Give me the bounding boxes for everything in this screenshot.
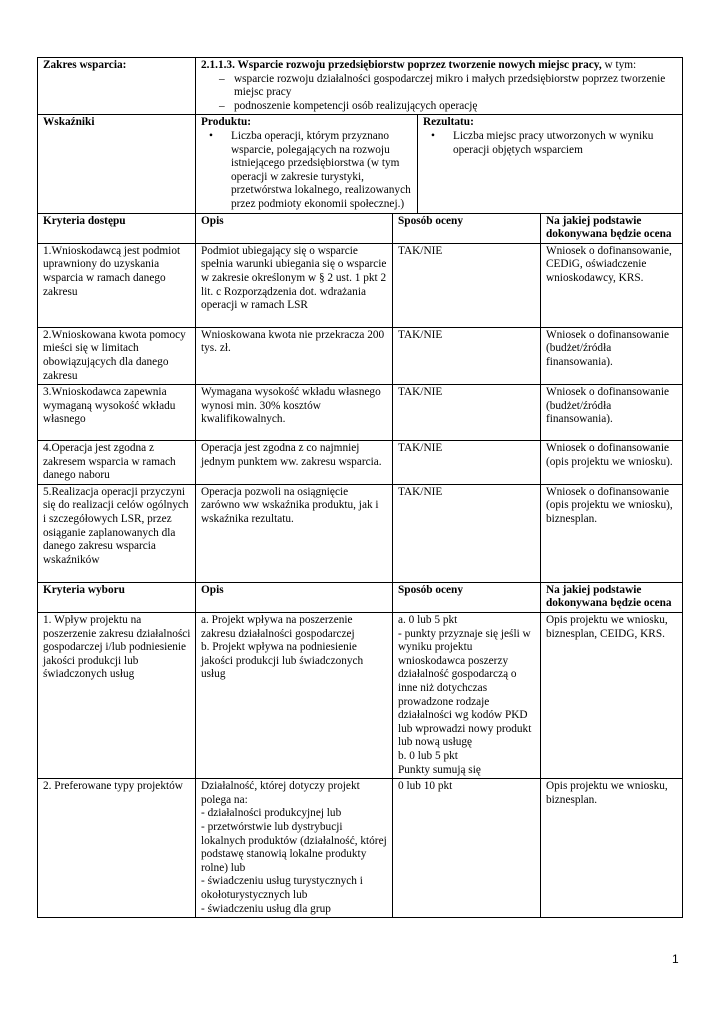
table-row: [38, 613, 683, 779]
kryterium-cell: 1. Wpływ projektu na poszerzenie zakresu działalności gospodarczej i/lub podniesienie jakości produkcji lub świadczonych usług: [38, 613, 196, 779]
sposob-cell: TAK/NIE: [393, 243, 541, 327]
header-cell: Sposób oceny: [393, 582, 541, 612]
header-cell: Na jakiej podstawie dokonywana będzie ocena: [541, 213, 683, 243]
row-zakres-wsparcia: [38, 58, 683, 115]
sposob-cell: TAK/NIE: [393, 385, 541, 441]
table-row: [38, 484, 683, 582]
opis-cell: Operacja pozwoli na osiągnięcie zarówno ww wskaźnika produktu, jak i wskaźnika rezultatu.: [196, 484, 393, 582]
page-number: 1: [672, 952, 679, 966]
header-cell: Kryteria wyboru: [38, 582, 196, 612]
dostepu-header-row: [38, 213, 683, 243]
zakres-title-tail: w tym:: [601, 59, 637, 71]
podstawa-cell: Wniosek o dofinansowanie (budżet/źródła finansowania).: [541, 385, 683, 441]
opis-cell: Wymagana wysokość wkładu własnego wynosi min. 30% kosztów kwalifikowalnych.: [196, 385, 393, 441]
kryterium-cell: 2.Wnioskowana kwota pomocy mieści się w limitach obowiązujących dla danego zakresu: [38, 327, 196, 384]
zakres-label: Zakres wsparcia:: [38, 58, 196, 115]
wskaznik-produktu: [196, 115, 418, 212]
criteria-table: [37, 57, 683, 918]
opis-cell: a. Projekt wpływa na poszerzenie zakresu działalności gospodarczej b. Projekt wpływa na podniesienie jakości produkcji lub świadczonych usług: [196, 613, 393, 779]
podstawa-cell: Opis projektu we wniosku, biznesplan.: [541, 779, 683, 918]
zakres-content: [196, 58, 683, 115]
table-row: [38, 441, 683, 485]
rezultat-heading: Rezultatu:: [423, 116, 474, 129]
opis-cell: Wnioskowana kwota nie przekracza 200 tys. zł.: [196, 327, 393, 384]
opis-cell: Podmiot ubiegający się o wsparcie spełnia warunki ubiegania się o wsparcie w zakresie określonym w § 2 ust. 1 pkt 2 lit. c Rozporządzenia dot. wdrażania operacji w ramach LSR: [196, 243, 393, 327]
produkt-heading: Produktu:: [201, 116, 252, 129]
sposob-cell: TAK/NIE: [393, 327, 541, 384]
podstawa-cell: Wniosek o dofinansowanie (opis projektu we wniosku).: [541, 441, 683, 485]
wskazniki-content: [196, 115, 683, 213]
table-row: [38, 243, 683, 327]
wyboru-header-row: [38, 582, 683, 612]
zakres-list: [201, 73, 679, 114]
sposob-cell: TAK/NIE: [393, 441, 541, 485]
kryterium-cell: 5.Realizacja operacji przyczyni się do realizacji celów ogólnych i szczegółowych LSR, przez osiąganie zaplanowanych dla danego zakresu wsparcia wskaźników: [38, 484, 196, 582]
zakres-item: – wsparcie rozwoju działalności gospodarczej mikro i małych przedsiębiorstw poprzez tworzenie miejsc pracy: [201, 73, 679, 100]
zakres-title: 2.1.1.3. Wsparcie rozwoju przedsiębiorstw poprzez tworzenie nowych miejsc pracy,: [201, 59, 602, 71]
rezultat-item: • Liczba miejsc pracy utworzonych w wyniku operacji objętych wsparciem: [423, 130, 679, 157]
opis-cell: Operacja jest zgodna z co najmniej jednym punktem ww. zakresu wsparcia.: [196, 441, 393, 485]
table-row: [38, 779, 683, 918]
sposob-cell: a. 0 lub 5 pkt - punkty przyznaje się jeśli w wyniku projektu wnioskodawca poszerzy działalność gospodarczą o inne niż dotychczas prowadzone rodzaje działalności wg kodów PKD lub wprowadzi nowy produkt lub nową usługę b. 0 lub 5 pkt Punkty sumują się: [393, 613, 541, 779]
podstawa-cell: Wniosek o dofinansowanie (opis projektu we wniosku), biznesplan.: [541, 484, 683, 582]
table-row: [38, 327, 683, 384]
opis-cell: Działalność, której dotyczy projekt polega na: - działalności produkcyjnej lub - przetwórstwie lub dystrybucji lokalnych produktów (działalność, której podstawę stanowią lokalne produkty rolne) lub - świadczeniu usług turystycznych i okołoturystycznych lub - świadczeniu usług dla grup: [196, 779, 393, 918]
podstawa-cell: Wniosek o dofinansowanie (budżet/źródła finansowania).: [541, 327, 683, 384]
kryterium-cell: 1.Wnioskodawcą jest podmiot uprawniony do uzyskania wsparcia w ramach danego zakresu: [38, 243, 196, 327]
row-wskazniki: [38, 115, 683, 213]
sposob-cell: 0 lub 10 pkt: [393, 779, 541, 918]
header-cell: Kryteria dostępu: [38, 213, 196, 243]
header-cell: Na jakiej podstawie dokonywana będzie ocena: [541, 582, 683, 612]
wskaznik-rezultatu: [418, 115, 682, 212]
podstawa-cell: Wniosek o dofinansowanie, CEDiG, oświadczenie wnioskodawcy, KRS.: [541, 243, 683, 327]
kryterium-cell: 4.Operacja jest zgodna z zakresem wsparcia w ramach danego naboru: [38, 441, 196, 485]
table-row: [38, 385, 683, 441]
zakres-item: – podnoszenie kompetencji osób realizujących operację: [201, 100, 679, 114]
kryterium-cell: 3.Wnioskodawca zapewnia wymaganą wysokość wkładu własnego: [38, 385, 196, 441]
header-cell: Opis: [196, 213, 393, 243]
produkt-item: • Liczba operacji, którym przyznano wsparcie, polegających na rozwoju istniejącego przedsiębiorstwa (w tym operacji w zakresie turystyki, przetwórstwa lokalnego, realizowanych przez podmioty ekonomii społecznej.): [201, 130, 414, 212]
wskazniki-label: Wskaźniki: [38, 115, 196, 213]
header-cell: Sposób oceny: [393, 213, 541, 243]
sposob-cell: TAK/NIE: [393, 484, 541, 582]
podstawa-cell: Opis projektu we wniosku, biznesplan, CEIDG, KRS.: [541, 613, 683, 779]
kryterium-cell: 2. Preferowane typy projektów: [38, 779, 196, 918]
header-cell: Opis: [196, 582, 393, 612]
